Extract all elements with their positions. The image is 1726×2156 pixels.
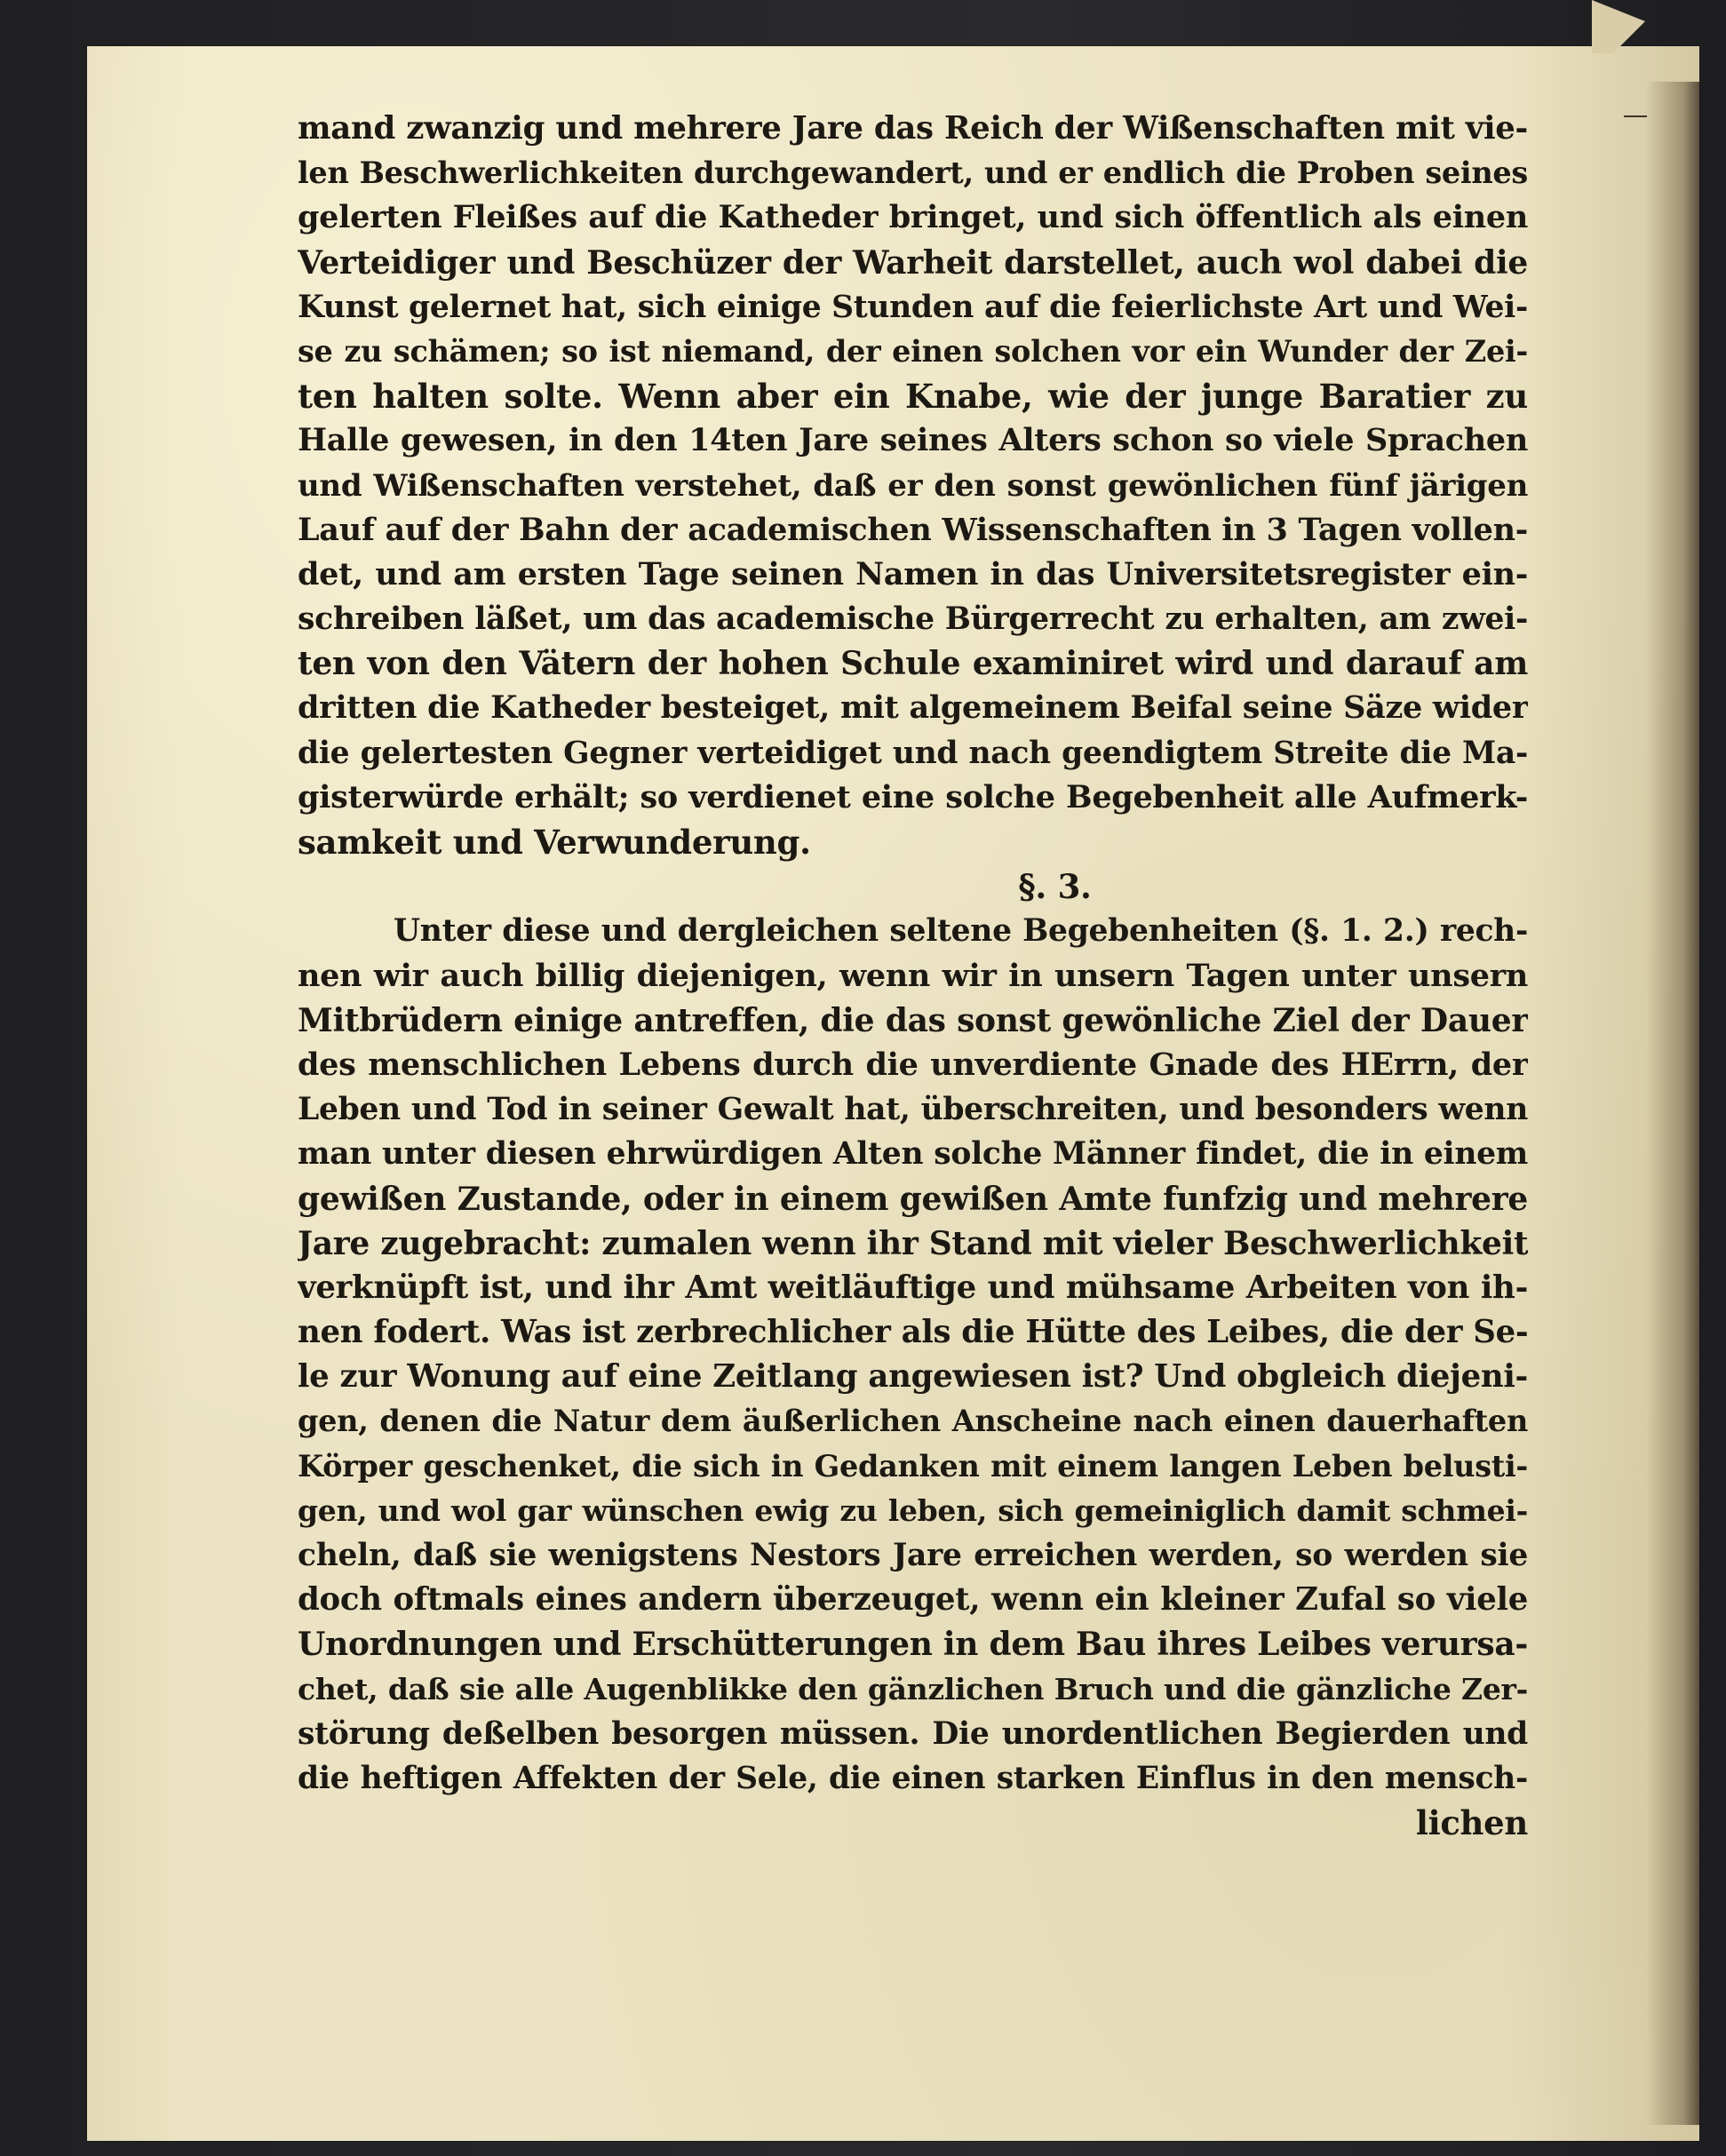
- text-line: samkeit und Verwunderung.: [298, 823, 811, 862]
- text-line: ten halten solte. Wenn aber ein Knabe, wie der junge Baratier zu: [298, 377, 1528, 417]
- margin-mark: [1624, 115, 1647, 117]
- text-line: Lauf auf der Bahn der academischen Wissenschaften in 3 Tagen vollen-: [298, 511, 1528, 548]
- text-line: Kunst gelernet hat, sich einige Stunden auf die feierlichste Art und Wei-: [298, 289, 1528, 325]
- text-line: det, und am ersten Tage seinen Namen in das Universitetsregister ein-: [298, 555, 1528, 593]
- text-line: gisterwürde erhält; so verdienet eine solche Begebenheit alle Aufmerk-: [298, 778, 1528, 815]
- text-line: se zu schämen; so ist niemand, der einen solchen vor ein Wunder der Zei-: [298, 333, 1528, 369]
- text-line: nen fodert. Was ist zerbrechlicher als die Hütte des Leibes, die der Se-: [298, 1314, 1528, 1351]
- text-line: des menschlichen Lebens durch die unverdiente Gnade des HErrn, der: [298, 1046, 1528, 1083]
- text-line: dritten die Katheder besteiget, mit algemeinem Beifal seine Säze wider: [298, 689, 1528, 727]
- section-heading: §. 3.: [1018, 867, 1092, 907]
- text-line: störung deßelben besorgen müssen. Die unordentlichen Begierden und: [298, 1715, 1528, 1752]
- text-line: schreiben läßet, um das academische Bürgerrecht zu erhalten, am zwei-: [298, 601, 1528, 638]
- page-corner: [1592, 0, 1645, 53]
- text-line: Jare zugebracht: zumalen wenn ihr Stand mit vieler Beschwerlichkeit: [298, 1224, 1528, 1262]
- paragraph-1: [298, 107, 1528, 864]
- text-line: die gelertesten Gegner verteidiget und nach geendigtem Streite die Ma-: [298, 735, 1528, 771]
- text-line: Halle gewesen, in den 14ten Jare seines Alters schon so viele Sprachen: [298, 422, 1528, 459]
- text-line: ten von den Vätern der hohen Schule examiniret wird und darauf am: [298, 645, 1528, 683]
- page-text: [298, 107, 1528, 2043]
- text-line: Unordnungen und Erschütterungen in dem Bau ihres Leibes verursa-: [298, 1626, 1528, 1664]
- text-line: Körper geschenket, die sich in Gedanken mit einem langen Leben belusti-: [298, 1448, 1528, 1484]
- text-line: nen wir auch billig diejenigen, wenn wir in unsern Tagen unter unsern: [298, 957, 1528, 994]
- text-line: gelerten Fleißes auf die Katheder bringet, und sich öffentlich als einen: [298, 199, 1528, 236]
- text-line: chet, daß sie alle Augenblikke den gänzlichen Bruch und die gänzliche Zer-: [298, 1671, 1528, 1707]
- paragraph-2: [298, 909, 1528, 1801]
- text-line: len Beschwerlichkeiten durchgewandert, und er endlich die Proben seines: [298, 155, 1528, 191]
- catchword: lichen: [1415, 1803, 1528, 1843]
- text-line: Unter diese und dergleichen seltene Begebenheiten (§. 1. 2.) rech-: [394, 913, 1528, 950]
- page-gutter-shadow: [1646, 82, 1699, 2125]
- text-line: und Wißenschaften verstehet, daß er den sonst gewönlichen fünf järigen: [298, 467, 1528, 504]
- text-line: le zur Wonung auf eine Zeitlang angewiesen ist? Und obgleich diejeni-: [298, 1358, 1528, 1396]
- text-line: doch oftmals eines andern überzeuget, wenn ein kleiner Zufal so viele: [298, 1581, 1528, 1619]
- text-line: man unter diesen ehrwürdigen Alten solche Männer findet, die in einem: [298, 1136, 1528, 1173]
- text-line: cheln, daß sie wenigstens Nestors Jare erreichen werden, so werden sie: [298, 1538, 1528, 1573]
- text-line: mand zwanzig und mehrere Jare das Reich der Wißenschaften mit vie-: [298, 110, 1528, 147]
- text-line: gen, denen die Natur dem äußerlichen Anscheine nach einen dauerhaften: [298, 1404, 1528, 1439]
- text-line: verknüpft ist, und ihr Amt weitläuftige und mühsame Arbeiten von ih-: [298, 1269, 1528, 1306]
- text-line: Leben und Tod in seiner Gewalt hat, überschreiten, und besonders wenn: [298, 1092, 1528, 1128]
- text-line: gewißen Zustande, oder in einem gewißen Amte funfzig und mehrere: [298, 1180, 1528, 1218]
- text-line: die heftigen Affekten der Sele, die einen starken Einflus in den mensch-: [298, 1760, 1528, 1796]
- text-line: Verteidiger und Beschüzer der Warheit darstellet, auch wol dabei die: [298, 243, 1528, 282]
- text-line: gen, und wol gar wünschen ewig zu leben, sich gemeiniglich damit schmei-: [298, 1492, 1528, 1528]
- text-line: Mitbrüdern einige antreffen, die das sonst gewönliche Ziel der Dauer: [298, 1001, 1528, 1039]
